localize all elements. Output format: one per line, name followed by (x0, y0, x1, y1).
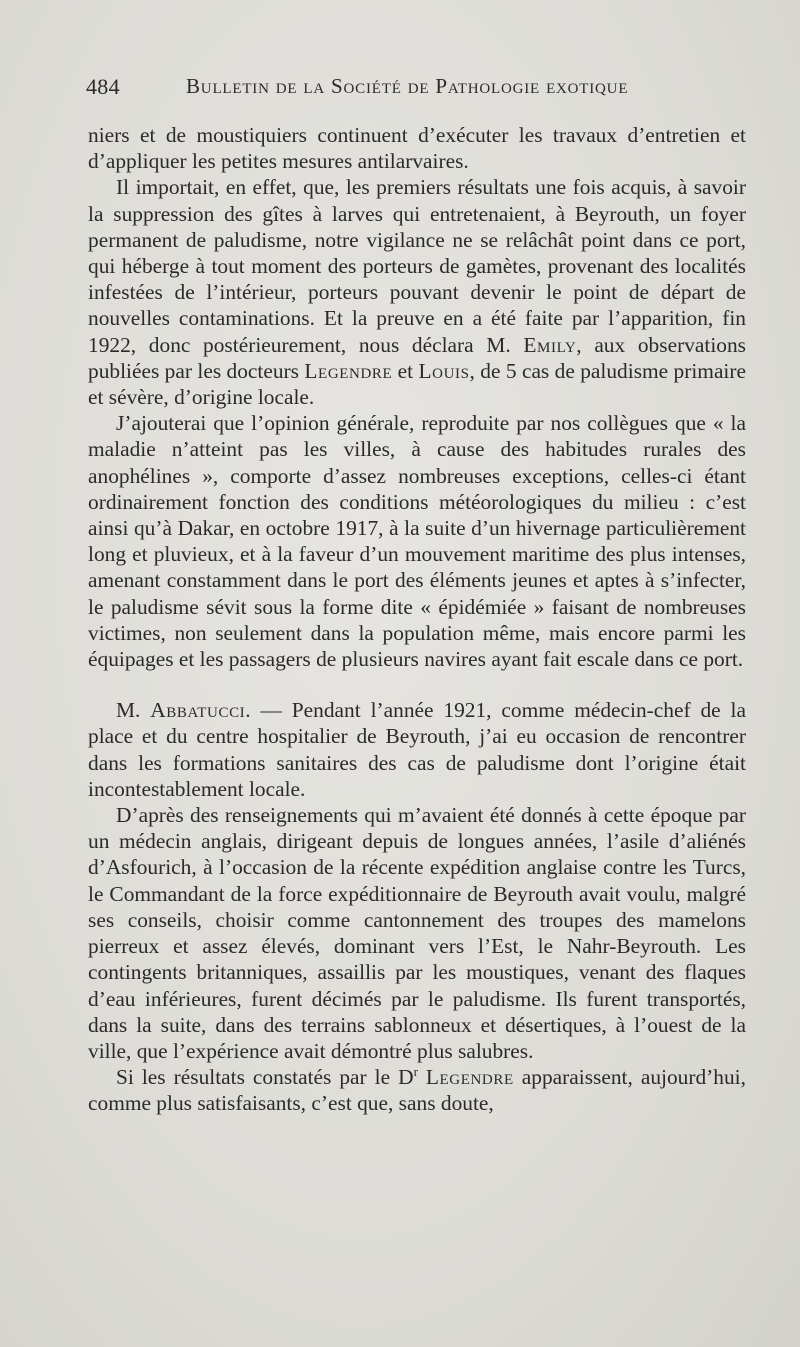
paragraph-vigilance (88, 174, 746, 410)
paragraph-expedition (88, 802, 746, 1064)
paragraph-opinion (88, 410, 746, 672)
text-run: et (392, 358, 419, 383)
author-name: Legendre (304, 358, 393, 383)
text-run: apparaissent, aujourd’hui, comme plus satisfaisants, c’est que, sans doute, (88, 1065, 746, 1116)
author-name: Louis (418, 358, 470, 383)
running-title: Bulletin de la Société de Pathologie exotique (186, 74, 629, 98)
body-text (88, 122, 746, 1117)
text-run: . — Pendant l’année 1921, comme médecin-chef de la place et du centre hospitalier de Beyrouth, j’ai eu occasion de rencontrer dans les formations sanitaires des cas de paludisme dont l’origine était incontestablement locale. (88, 698, 746, 801)
page-number: 484 (86, 74, 120, 99)
page-header (86, 74, 748, 106)
text-run: , de 5 cas de paludisme primaire et sévère, d’origine locale. (88, 358, 746, 410)
text-run: , aux observations publiées par les docteurs (88, 332, 746, 383)
author-name: Legendre (425, 1065, 514, 1090)
text-run: D’après des renseignements qui m’avaient été donnés à cette époque par un médecin anglais, dirigeant depuis de longues années, l’asile d’aliénés d’Asfourich, à l’occasion de la récente expédition anglaise contre les Turcs, le Commandant de la force expéditionnaire de Beyrouth avait voulu, malgré ses conseils, choisir comme cantonnement des troupes des mamelons pierreux et assez élevés, dominant vers l’Est, le Nahr-Beyrouth. Les contingents britanniques, assaillis par les moustiques, venant des flaques d’eau inférieures, furent décimés par le paludisme. Ils furent transportés, dans la suite, dans des terrains sablonneux et désertiques, à l’ouest de la ville, que l’expérience avait démontré plus salubres. (88, 803, 746, 1063)
text-run: J’ajouterai que l’opinion générale, reproduite par nos collègues que « la maladie n’atteint pas les villes, à cause des habitudes rurales des anophélines », comporte d’assez nombreuses exceptions, celles-ci étant ordinairement fonction des conditions météorologiques du milieu : c’est ainsi qu’à Dakar, en octobre 1917, à la suite d’un hivernage particulièrement long et pluvieux, et à la faveur d’un mouvement maritime des plus intenses, amenant constamment dans le port des éléments jeunes et aptes à s’infecter, le paludisme sévit sous la forme dite « épidémiée » faisant de nombreuses victimes, non seulement dans la population même, mais encore parmi les équipages et les passagers de plusieurs navires ayant fait escale dans ce port. (88, 411, 746, 672)
paragraph-abbatucci (88, 697, 746, 802)
text-run: niers et de moustiquiers continuent d’exécuter les travaux d’entretien et d’appliquer les petites mesures antilarvaires. (88, 123, 746, 174)
author-name: Emily (523, 332, 577, 357)
text-run: M. (116, 698, 151, 723)
text-run: Si les résultats constatés par le D (116, 1065, 414, 1090)
text-run: Il importait, en effet, que, les premiers résultats une fois acquis, à savoir la suppression des gîtes à larves qui entretenaient, à Beyrouth, un foyer permanent de paludisme, notre vigilance ne se relâchât point dans ce port, qui héberge à tout moment des porteurs de gamètes, provenant des localités infestées de l’intérieur, porteurs pouvant devenir le point de départ de nouvelles contaminations. Et la preuve en a été faite par l’apparition, fin 1922, donc postérieurement, nous déclara M. (88, 175, 746, 357)
paragraph-results (88, 1064, 746, 1116)
superscript: r (413, 1064, 418, 1079)
speaker-name: Abbatucci (150, 698, 246, 723)
text-run (418, 1065, 426, 1089)
paragraph-continuation (88, 122, 746, 174)
